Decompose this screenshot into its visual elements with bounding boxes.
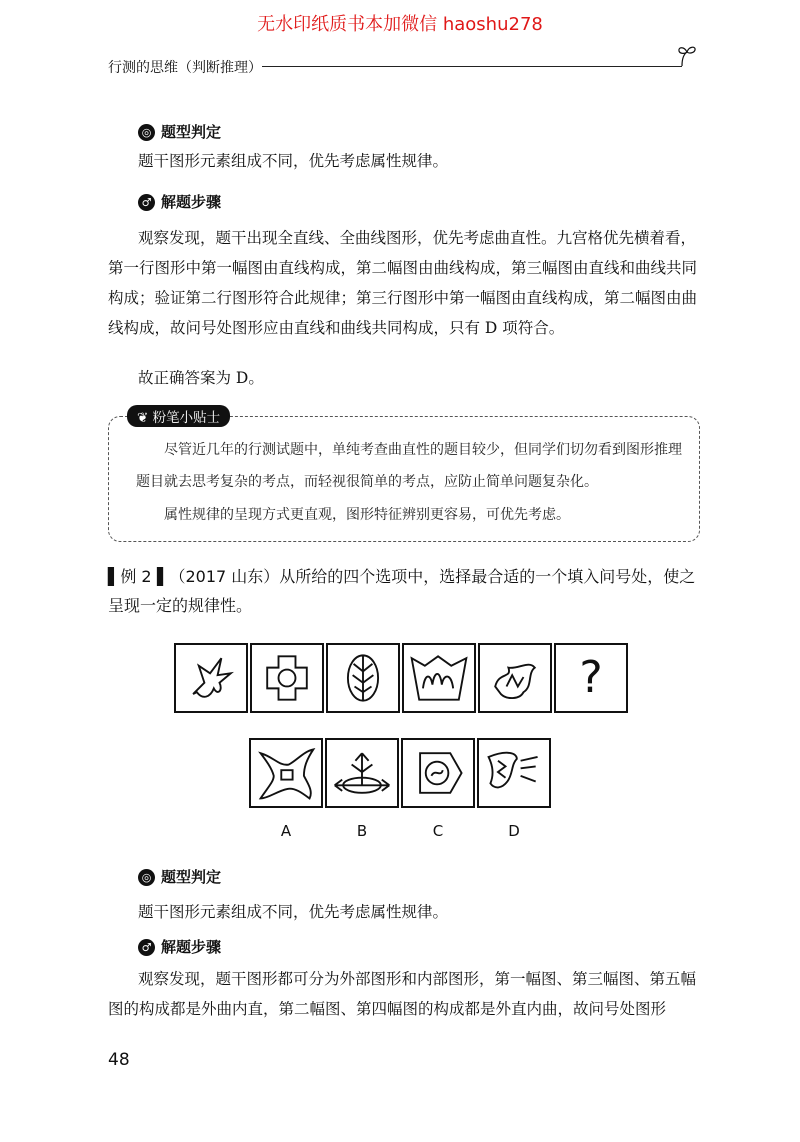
question-mark-cell <box>554 643 628 713</box>
option-figure-c[interactable] <box>401 738 475 808</box>
target-icon: ◎ <box>138 869 155 886</box>
question-figure-1 <box>174 643 248 713</box>
option-figure-a[interactable] <box>249 738 323 808</box>
example-label: 例 2 <box>120 567 152 586</box>
option-figure-b[interactable] <box>325 738 399 808</box>
section-type-heading: ◎ 题型判定 <box>138 121 221 142</box>
tip-badge: ❦ 粉笔小贴士 <box>127 405 230 427</box>
section-steps-heading: ♂ 解题步骤 <box>138 191 221 212</box>
watermark-text: 无水印纸质书本加微信 haoshu278 <box>257 14 543 35</box>
header-rule <box>262 66 682 67</box>
question-mark: ? <box>579 652 603 703</box>
question-figure-4 <box>402 643 476 713</box>
key-icon: ♂ <box>138 939 155 956</box>
sprout-icon <box>676 44 698 70</box>
option-figure-d[interactable] <box>477 738 551 808</box>
solution-steps-text: 观察发现，题干出现全直线、全曲线图形，优先考虑曲直性。九宫格优先横着看，第一行图形中第一幅图由直线构成，第二幅图由曲线构成，第三幅图由直线和曲线共同构成；验证第二行图形符合此规律；第三行图形中第一幅图由直线构成，第二幅图由曲线构成，故问号处图形应由直线和曲线共同构成，只有 D 项符合。 <box>108 229 698 337</box>
section2-steps-heading: ♂ 解题步骤 <box>138 936 221 957</box>
target-icon: ◎ <box>138 124 155 141</box>
tip-paragraph-2: 属性规律的呈现方式更直观，图形特征辨别更容易，可优先考虑。 <box>164 507 570 523</box>
page-number: 48 <box>108 1050 130 1070</box>
sprout-icon: ❦ <box>137 410 153 426</box>
answer-text: 故正确答案为 D。 <box>138 369 264 387</box>
example-question: ▌例 2 ▌（2017 山东）从所给的四个选项中，选择最合适的一个填入问号处，使之呈现一定的规律性。 <box>108 567 696 615</box>
section2-steps-text: 观察发现，题干图形都可分为外部图形和内部图形，第一幅图、第三幅图、第五幅图的构成都是外曲内直，第二幅图、第四幅图的构成都是外直内曲，故问号处图形 <box>108 970 697 1018</box>
question-figure-2 <box>250 643 324 713</box>
tip-paragraph-1: 尽管近几年的行测试题中，单纯考查曲直性的题目较少，但同学们切勿看到图形推理题目就去思考复杂的考点，而轻视很简单的考点，应防止简单问题复杂化。 <box>136 442 682 490</box>
option-label-c: C <box>432 822 444 840</box>
question-figure-3 <box>326 643 400 713</box>
example-text: （2017 山东）从所给的四个选项中，选择最合适的一个填入问号处，使之呈现一定的规律性。 <box>108 567 696 615</box>
section2-type-heading: ◎ 题型判定 <box>138 866 221 887</box>
option-label-d: D <box>508 822 520 840</box>
section2-type-text: 题干图形元素组成不同，优先考虑属性规律。 <box>138 903 449 921</box>
key-icon: ♂ <box>138 194 155 211</box>
option-label-a: A <box>280 822 292 840</box>
option-label-b: B <box>356 822 368 840</box>
question-figure-5 <box>478 643 552 713</box>
running-header: 行测的思维（判断推理） <box>108 60 262 76</box>
type-judgement-text: 题干图形元素组成不同，优先考虑属性规律。 <box>138 152 449 170</box>
